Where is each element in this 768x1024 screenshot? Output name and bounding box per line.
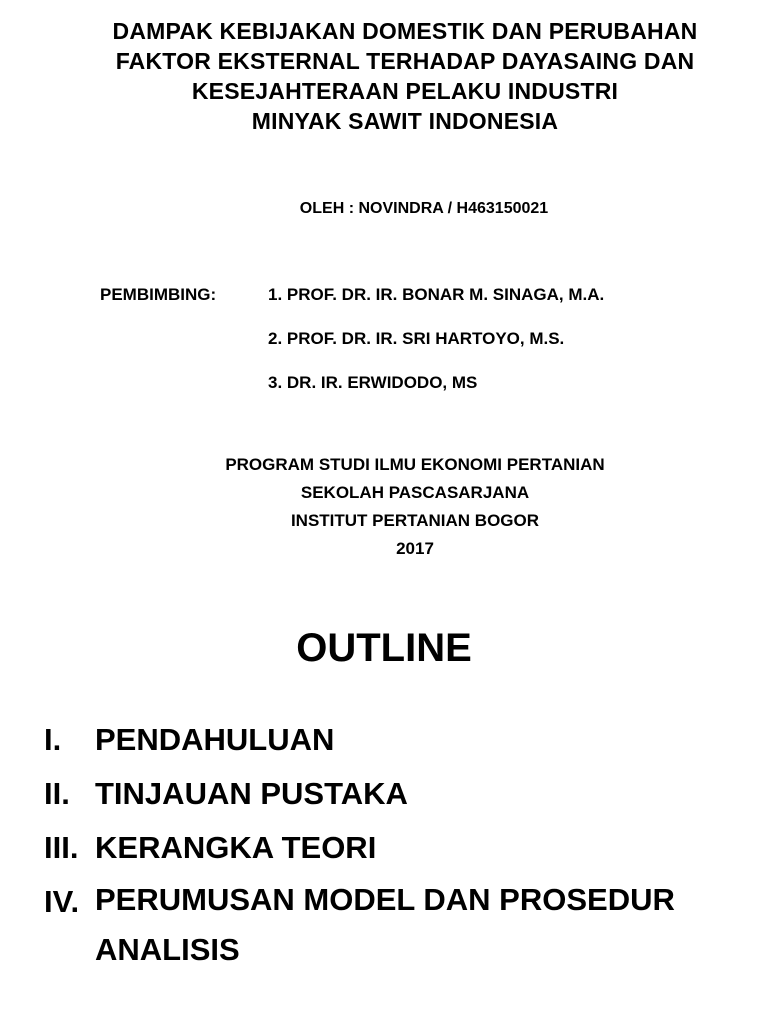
outline-text: TINJAUAN PUSTAKA (95, 776, 408, 811)
outline-item (44, 713, 744, 767)
title-line: FAKTOR EKSTERNAL TERHADAP DAYASAING DAN (115, 48, 695, 74)
outline-item (44, 875, 744, 975)
outline-number: IV. (44, 884, 80, 919)
outline-number: II. (44, 776, 70, 811)
outline-text: PERUMUSAN MODEL DAN PROSEDUR ANALISIS (95, 882, 675, 967)
title-line: DAMPAK KEBIJAKAN DOMESTIK DAN PERUBAHAN (112, 18, 698, 44)
outline-item (44, 767, 744, 821)
institution-year: 2017 (396, 539, 434, 558)
advisor-item: 1. PROF. DR. IR. BONAR M. SINAGA, M.A. (268, 285, 605, 304)
outline-number: III. (44, 830, 79, 865)
institution-block (140, 451, 690, 563)
institution-line: SEKOLAH PASCASARJANA (300, 483, 530, 502)
title-line: MINYAK SAWIT INDONESIA (251, 108, 559, 134)
title-line: KESEJAHTERAAN PELAKU INDUSTRI (191, 78, 619, 104)
outline-list (44, 713, 744, 975)
outline-number: I. (44, 722, 62, 757)
advisor-item: 3. DR. IR. ERWIDODO, MS (268, 373, 478, 392)
outline-heading: OUTLINE (296, 626, 472, 670)
outline-text: KERANGKA TEORI (95, 830, 377, 865)
institution-line: PROGRAM STUDI ILMU EKONOMI PERTANIAN (225, 455, 605, 474)
advisors-label: PEMBIMBING: (100, 285, 217, 304)
advisors-list (268, 285, 604, 417)
institution-line: INSTITUT PERTANIAN BOGOR (290, 511, 540, 530)
author-line: OLEH : NOVINDRA / H463150021 (299, 200, 549, 217)
advisor-item: 2. PROF. DR. IR. SRI HARTOYO, M.S. (268, 329, 565, 348)
document-title (40, 16, 768, 136)
outline-text: PENDAHULUAN (95, 722, 335, 757)
outline-item (44, 821, 744, 875)
